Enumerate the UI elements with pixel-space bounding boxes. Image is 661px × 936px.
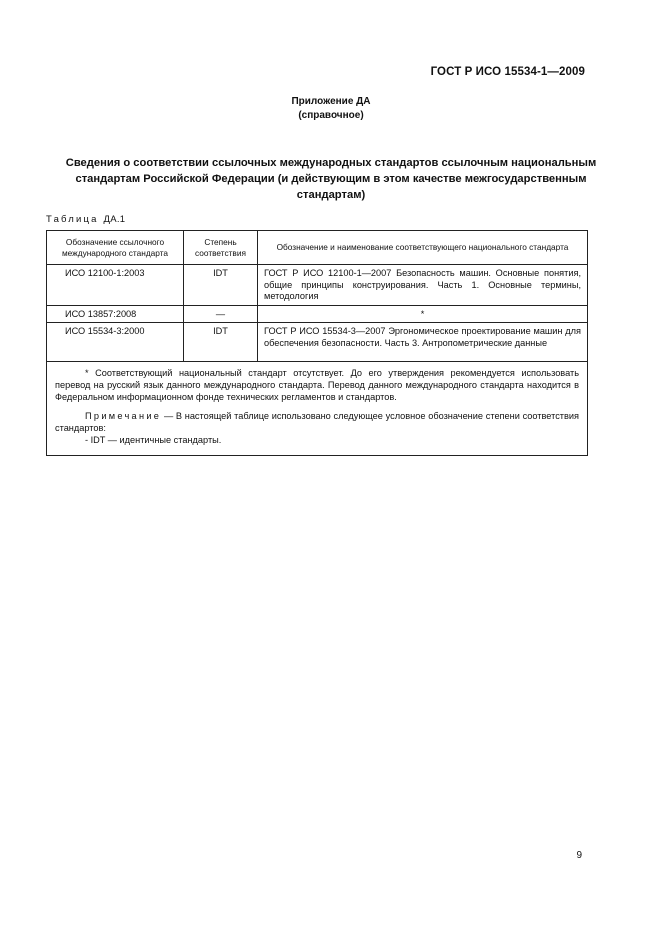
section-title — [44, 155, 618, 203]
title-line: стандартам) — [296, 189, 366, 201]
appendix-title: Приложение ДА — [291, 96, 371, 107]
cell-intl: ИСО 13857:2008 — [47, 305, 184, 323]
footnote-text: * Соответствующий национальный стандарт отсутствует. До его утверждения рекомендуется использовать перевод на русский язык данного международного стандарта. Перевод данного международного стандарта находится в Федеральном информационном фонде технических регламентов и стандартов. — [55, 368, 579, 402]
document-code: ГОСТ Р ИСО 15534-1—2009 — [430, 66, 585, 78]
title-line: стандартам Российской Федерации (и действующим в этом качестве межгосударственным — [75, 173, 587, 185]
table-header-row — [47, 231, 588, 265]
table-row — [47, 323, 588, 362]
appendix-heading — [0, 95, 661, 123]
table-footnote-row — [47, 362, 588, 456]
standards-table — [46, 230, 588, 456]
title-line: Сведения о соответствии ссылочных международных стандартов ссылочным национальным — [65, 157, 597, 169]
table-caption-prefix: Таблица — [46, 214, 99, 225]
cell-degree: — — [184, 305, 258, 323]
table-caption — [46, 214, 125, 225]
cell-intl: ИСО 15534-3:2000 — [47, 323, 184, 362]
table-footnote — [47, 362, 588, 456]
cell-national: ГОСТ Р ИСО 12100-1—2007 Безопасность машин. Основные понятия, общие принципы конструирования. Часть 1. Основные термины, методология — [258, 265, 588, 306]
cell-degree: IDT — [184, 323, 258, 362]
cell-intl: ИСО 12100-1:2003 — [47, 265, 184, 306]
table-caption-number: ДА.1 — [103, 214, 126, 225]
note-paragraph — [55, 411, 579, 435]
cell-degree: IDT — [184, 265, 258, 306]
cell-national: ГОСТ Р ИСО 15534-3—2007 Эргономическое проектирование машин для обеспечения безопасности. Часть 3. Антропометрические данные — [258, 323, 588, 362]
note-item: - IDT — идентичные стандарты. — [85, 434, 222, 445]
note-text: — В настоящей таблице использовано следующее условное обозначение степени соответствия стандартов: — [55, 411, 579, 434]
note-label: Примечание — [85, 411, 162, 422]
appendix-note: (справочное) — [298, 110, 364, 121]
cell-national: * — [258, 305, 588, 323]
table-row — [47, 265, 588, 306]
header-international-standard: Обозначение ссылочного международного стандарта — [47, 231, 184, 265]
page-number: 9 — [576, 850, 582, 861]
header-degree: Степень соответствия — [184, 231, 258, 265]
header-national-standard: Обозначение и наименование соответствующего национального стандарта — [258, 231, 588, 265]
table-row — [47, 305, 588, 323]
